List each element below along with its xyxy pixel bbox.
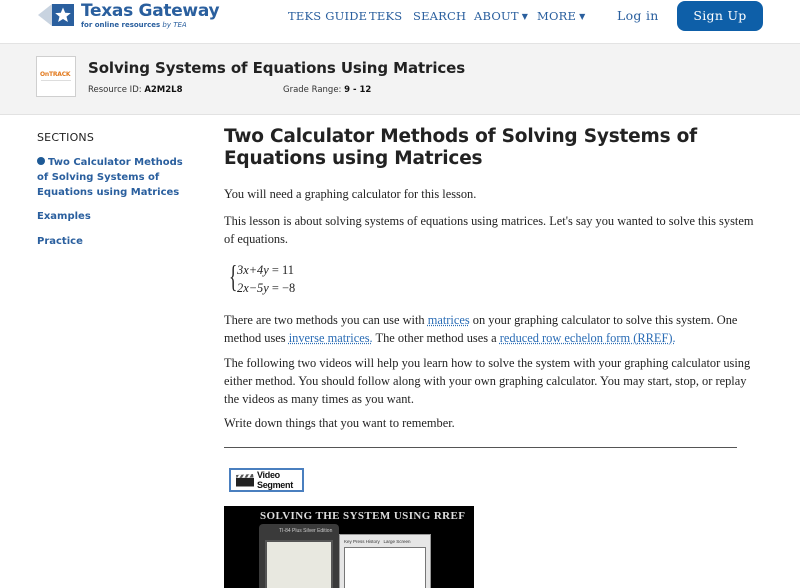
resource-title: Solving Systems of Equations Using Matrices — [88, 59, 466, 77]
video-title: SOLVING THE SYSTEM USING RREF — [260, 510, 466, 522]
grade-range: Grade Range: 9 - 12 — [283, 85, 372, 95]
sidebar-item-practice[interactable]: Practice — [37, 236, 83, 247]
emulator-large-screen — [344, 547, 426, 588]
equation-2: 2x−5y = −8 — [237, 281, 296, 295]
ontrack-logo — [36, 56, 76, 97]
logo-title: Texas Gateway — [81, 1, 220, 21]
videos-paragraph: The following two videos will help you learn how to solve the system with your graphing calculator using either method. You should follow along with your own graphing calculator. You may start, stop, or replay the videos as many times as you want. — [224, 356, 751, 406]
intro-paragraph: You will need a graphing calculator for this lesson. — [224, 187, 477, 201]
chevron-down-icon: ▼ — [521, 12, 529, 21]
logo-subtitle: for online resources by TEA — [81, 21, 187, 29]
matrices-link[interactable]: matrices — [427, 313, 470, 327]
login-link[interactable]: Log in — [617, 8, 659, 23]
calculator-label: TI-84 Plus Silver Edition — [279, 528, 333, 534]
equation-1: 3x+4y = 11 — [237, 263, 294, 277]
resource-header — [0, 44, 800, 115]
top-nav-bar — [0, 0, 800, 44]
emulator-panel — [339, 534, 431, 588]
nav-teks[interactable]: TEKS — [369, 9, 403, 23]
nav-about[interactable]: ABOUT ▼ — [474, 9, 529, 23]
page-title: Two Calculator Methods of Solving Systems of Equations using Matrices — [224, 126, 697, 169]
ontrack-logo-text: OnTRACK — [40, 71, 71, 78]
active-bullet-icon — [37, 157, 45, 165]
video-segment-label: Video Segment — [257, 470, 293, 490]
notes-paragraph: Write down things that you want to remember. — [224, 416, 455, 430]
logo-rule — [41, 80, 71, 81]
inverse-matrices-link[interactable]: inverse matrices. — [288, 331, 373, 345]
section-divider — [224, 447, 737, 448]
signup-button[interactable]: Sign Up — [677, 1, 763, 31]
rref-link[interactable]: reduced row echelon form (RREF). — [499, 331, 676, 345]
star-icon — [52, 4, 74, 26]
emulator-tabs: Key Press History Large Screen — [344, 539, 411, 544]
calculator-screen — [265, 540, 333, 588]
chevron-down-icon: ▼ — [579, 12, 586, 21]
calculator-image — [259, 524, 339, 588]
nav-more[interactable]: MORE ▼ — [537, 9, 586, 23]
texas-gateway-logo[interactable] — [38, 0, 238, 36]
lesson-paragraph: This lesson is about solving systems of equations using matrices. Let's say you wanted to solve this system of equations. — [224, 214, 754, 246]
nav-teks-guide[interactable]: TEKS GUIDE — [288, 9, 368, 23]
video-segment-badge — [229, 468, 304, 492]
sidebar-item-two-calculator-methods[interactable]: Two Calculator Methods of Solving Systems of Equations using Matrices — [37, 157, 183, 198]
clapperboard-icon — [235, 474, 255, 487]
logo-wing-shape — [38, 4, 52, 26]
methods-paragraph: There are two methods you can use with matrices on your graphing calculator to solve this system. One method uses inverse matrices. The other method uses a reduced row echelon form (RREF). — [224, 313, 738, 345]
video-player[interactable] — [224, 506, 474, 588]
nav-search[interactable]: SEARCH — [413, 9, 467, 23]
sidebar-item-examples[interactable]: Examples — [37, 211, 91, 222]
system-brace: { — [229, 258, 238, 294]
resource-id: Resource ID: A2M2L8 — [88, 85, 183, 95]
sections-heading: SECTIONS — [37, 131, 95, 144]
